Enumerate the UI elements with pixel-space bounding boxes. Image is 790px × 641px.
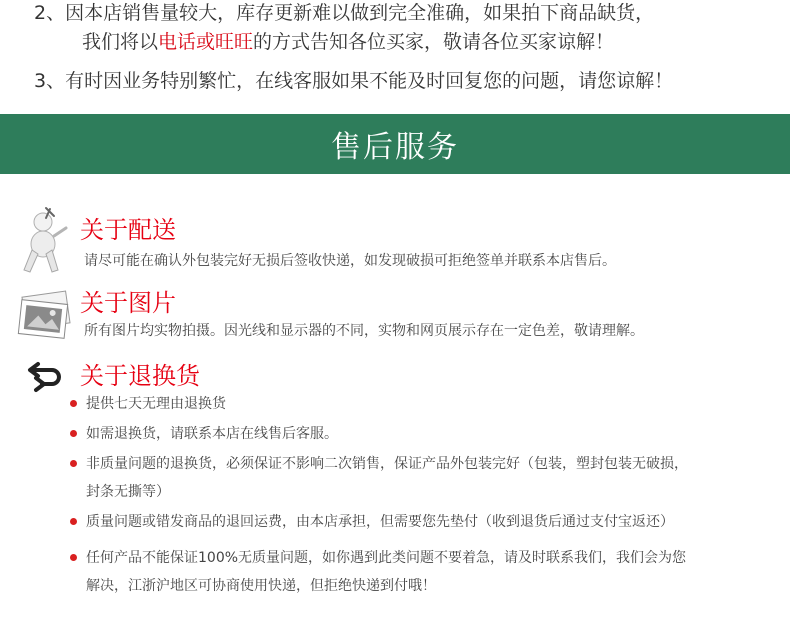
- notice-line-2b-suffix: 的方式告知各位买家，敬请各位买家谅解！: [253, 31, 615, 53]
- photo-stack-icon: [16, 290, 74, 340]
- notice-line-3: [34, 70, 673, 92]
- returns-bullet-text: 非质量问题的退换货，必须保证不影响二次销售，保证产品外包装完好（包装，塑封包装无破损，: [86, 456, 688, 472]
- exchange-arrows-icon: [24, 360, 64, 394]
- images-desc: 所有图片均实物拍摄。因光线和显示器的不同，实物和网页展示存在一定色差，敬请理解。: [84, 323, 644, 339]
- bullet-dot-icon: [70, 554, 77, 561]
- returns-bullet-text: 提供七天无理由退换货: [86, 396, 226, 412]
- returns-title: 关于退换货: [80, 362, 200, 390]
- bullet-dot-icon: [70, 400, 77, 407]
- returns-bullet-text-cont: 解决，江浙沪地区可协商使用快递，但拒绝快递到付哦！: [86, 578, 436, 594]
- returns-bullet-text-cont: 封条无撕等）: [86, 484, 170, 500]
- returns-bullet-text: 任何产品不能保证100%无质量问题，如你遇到此类问题不要着急，请及时联系我们，我们会为您: [86, 550, 687, 566]
- delivery-person-icon: [16, 206, 72, 276]
- returns-bullet-text: 如需退换货，请联系本店在线售后客服。: [86, 426, 338, 442]
- images-title: 关于图片: [80, 289, 176, 317]
- returns-bullet-text: 质量问题或错发商品的退回运费，由本店承担，但需要您先垫付（收到退货后通过支付宝返还）: [86, 514, 674, 530]
- shipping-desc: 请尽可能在确认外包装完好无损后签收快递，如发现破损可拒绝签单并联系本店售后。: [84, 253, 616, 269]
- after-sales-banner: [0, 114, 790, 174]
- notice-line-2: [34, 2, 654, 24]
- bullet-dot-icon: [70, 460, 77, 467]
- banner-title: 售后服务: [331, 130, 459, 165]
- contact-methods-highlight: 电话或旺旺: [158, 31, 254, 53]
- notice-line-2b: [82, 31, 614, 53]
- notice-line-2b-prefix: 我们将以: [82, 31, 159, 53]
- notice-line-3-text: 3、有时因业务特别繁忙，在线客服如果不能及时回复您的问题，请您谅解！: [34, 70, 674, 92]
- bullet-dot-icon: [70, 430, 77, 437]
- shipping-title: 关于配送: [80, 216, 176, 244]
- notice-line-2-text: 2、因本店销售量较大，库存更新难以做到完全准确，如果拍下商品缺货，: [34, 2, 655, 24]
- bullet-dot-icon: [70, 518, 77, 525]
